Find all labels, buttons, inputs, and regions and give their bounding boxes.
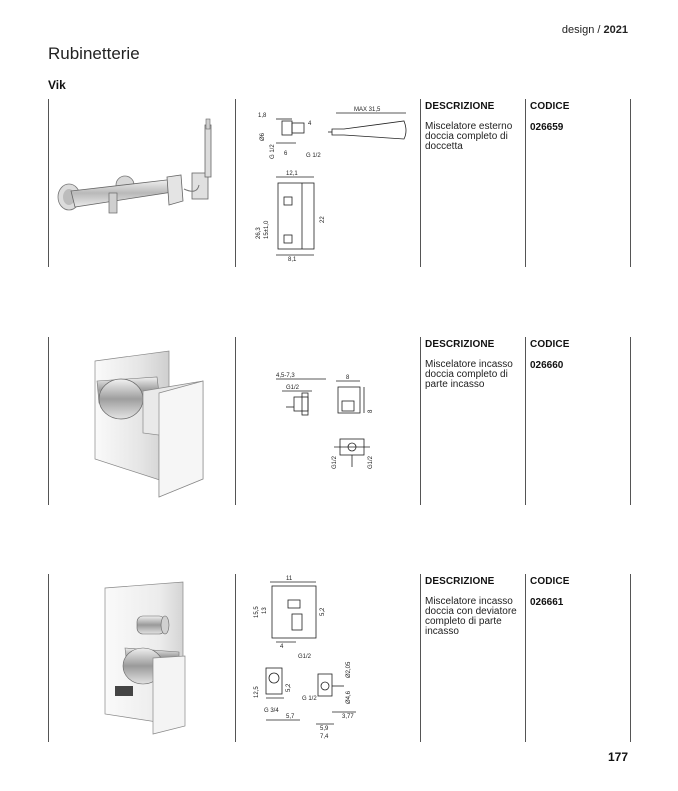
dim-15-tolerance: 15±1,0 <box>264 220 270 239</box>
dim-5-9: 5,9 <box>320 726 329 732</box>
divider <box>525 337 526 505</box>
dim-g12-mid: G 1/2 <box>302 696 317 702</box>
external-shower-mixer-image <box>49 99 235 267</box>
product-description: Miscelatore incasso doccia con deviatore completo di parte incasso <box>425 596 517 637</box>
dim-4: 4 <box>308 121 312 127</box>
divider <box>630 574 631 742</box>
divider <box>630 99 631 267</box>
concealed-diverter-mixer-image <box>49 574 235 742</box>
dim-phi-4-6: Ø4,6 <box>346 690 352 704</box>
dim-8-height: 8 <box>368 409 374 413</box>
product-description: Miscelatore esterno doccia completo di doccetta <box>425 121 513 152</box>
dim-1-8: 1,8 <box>258 113 267 119</box>
product-code: 026661 <box>530 597 564 608</box>
description-header: DESCRIZIONE <box>425 101 495 112</box>
dim-4-5-7-3: 4,5-7,3 <box>276 373 295 379</box>
dim-5-2-top: 5,2 <box>320 607 326 616</box>
dim-3-77: 3,77 <box>342 714 354 720</box>
dim-4: 4 <box>280 644 284 650</box>
dim-g12-bottom-right: G1/2 <box>368 455 374 469</box>
description-column <box>425 99 525 267</box>
dim-g12-top: G1/2 <box>286 385 300 391</box>
dim-g12-bottom-left: G1/2 <box>332 455 338 469</box>
dim-8-width: 8 <box>346 375 350 381</box>
dim-g12-right: G 1/2 <box>306 153 321 159</box>
product-code: 026660 <box>530 360 564 371</box>
dim-5-7: 5,7 <box>286 714 295 720</box>
divider <box>420 574 421 742</box>
product-photo <box>49 337 235 505</box>
technical-drawing <box>236 574 420 742</box>
product-description: Miscelatore incasso doccia completo di parte incasso <box>425 359 513 390</box>
dim-g34: G 3/4 <box>264 708 279 714</box>
product-code: 026659 <box>530 122 564 133</box>
code-column <box>530 99 630 267</box>
product-photo <box>49 99 235 267</box>
technical-drawing <box>236 337 420 505</box>
divider <box>525 99 526 267</box>
dim-8-1: 8,1 <box>288 257 297 263</box>
code-header: CODICE <box>530 101 570 112</box>
dim-26-3: 26,3 <box>256 227 262 239</box>
product-row-2 <box>48 337 631 505</box>
dim-11: 11 <box>286 576 293 582</box>
dimension-drawing-026661 <box>236 574 420 742</box>
dim-g12-left: G 1/2 <box>270 144 276 159</box>
page-title: Rubinetterie <box>48 44 140 63</box>
dim-13: 13 <box>262 607 268 614</box>
description-header: DESCRIZIONE <box>425 576 495 587</box>
dim-g12-top: G1/2 <box>298 654 312 660</box>
divider <box>420 99 421 267</box>
page-number: 177 <box>607 750 628 764</box>
product-row-1 <box>48 99 631 267</box>
header-year: 2021 <box>603 24 628 36</box>
series-title: Vik <box>48 78 66 92</box>
divider <box>420 337 421 505</box>
code-column <box>530 574 630 742</box>
divider <box>630 337 631 505</box>
product-photo <box>49 574 235 742</box>
description-header: DESCRIZIONE <box>425 339 495 350</box>
header-brand: design / <box>561 24 601 36</box>
product-row-3 <box>48 574 631 742</box>
divider <box>525 574 526 742</box>
description-column <box>425 574 525 742</box>
description-column <box>425 337 525 505</box>
dim-22: 22 <box>320 216 326 223</box>
code-header: CODICE <box>530 576 570 587</box>
dim-max-31-5: MAX 31,5 <box>354 107 381 113</box>
dimension-drawing-026659 <box>236 99 420 267</box>
technical-drawing <box>236 99 420 267</box>
dim-phi-2-05: Ø2,05 <box>346 661 352 678</box>
dim-12-5: 12,5 <box>254 686 260 698</box>
dimension-drawing-026660 <box>236 337 420 505</box>
dim-12-1: 12,1 <box>286 171 298 177</box>
page-header <box>562 24 628 36</box>
dim-6: 6 <box>284 151 288 157</box>
dim-15-5: 15,5 <box>254 606 260 618</box>
dim-7-4: 7,4 <box>320 734 329 740</box>
concealed-shower-mixer-image <box>49 337 235 505</box>
dim-5-2-bottom: 5,2 <box>286 683 292 692</box>
code-column <box>530 337 630 505</box>
code-header: CODICE <box>530 339 570 350</box>
dim-phi-6: Ø6 <box>260 132 266 141</box>
